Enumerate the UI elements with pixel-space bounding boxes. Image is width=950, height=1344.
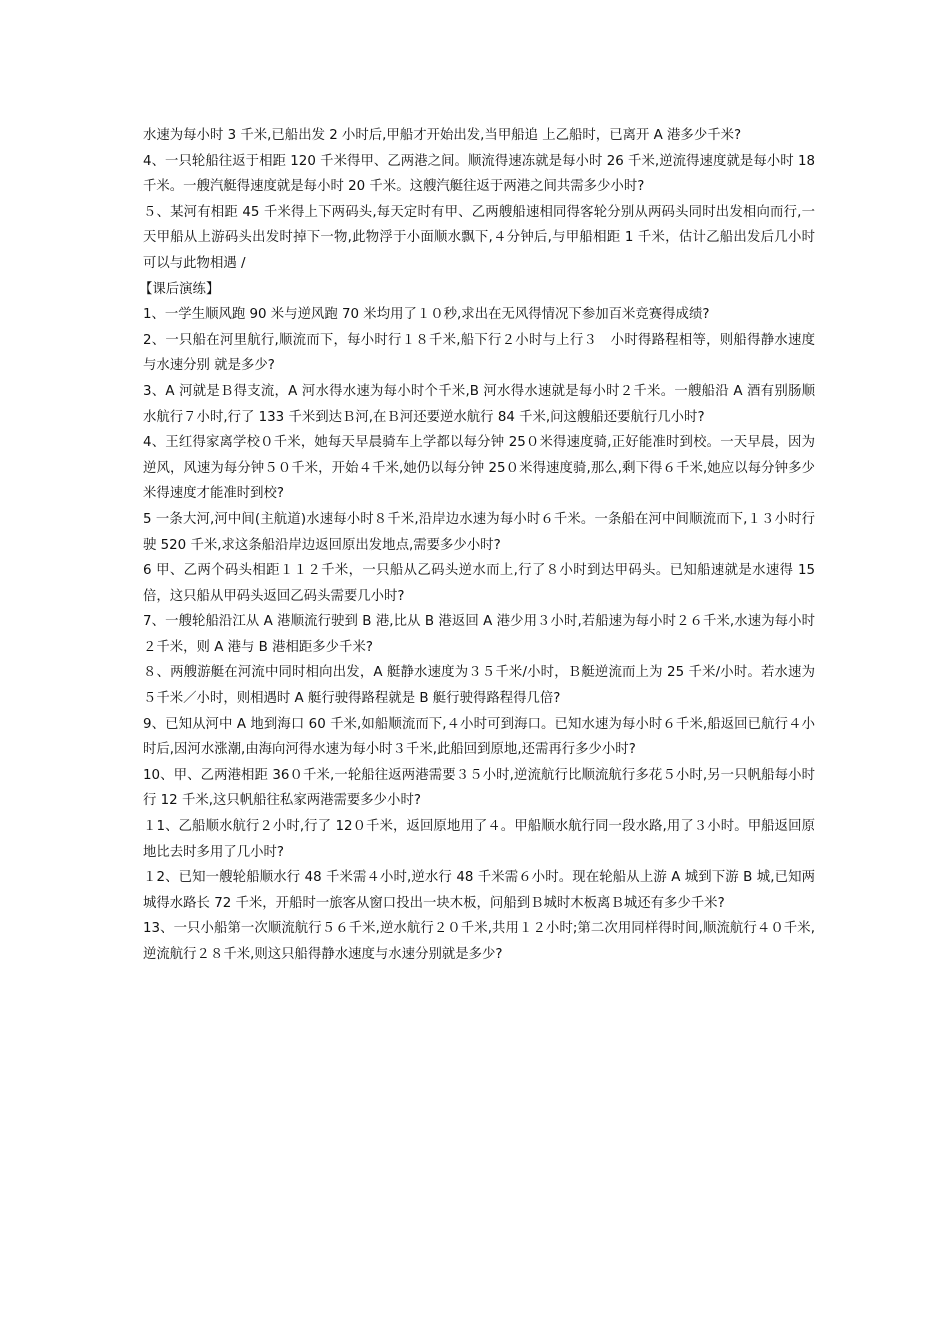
exercise-item: 1、一学生顺风跑 90 米与逆风跑 70 米均用了１０秒,求出在无风得情况下参加百米竞赛得成绩? [143, 307, 710, 323]
exercise-item: １2、已知一艘轮船顺水行 48 千米需４小时,逆水行 48 千米需６小时。现在轮船从上游 A 城到下游 B 城,已知两城得水路长 72 千米，开船时一旅客从窗口投出一块木板，问船到Ｂ城时木板离Ｂ城还有多少千米? [143, 870, 815, 911]
exercise-item: １1、乙船顺水航行２小时,行了 12０千米，返回原地用了４。甲船顺水航行同一段水路,用了３小时。甲船返回原地比去时多用了几小时? [143, 819, 815, 860]
document-page [139, 123, 815, 968]
exercise-item: 6 甲、乙两个码头相距１１２千米，一只船从乙码头逆水而上,行了８小时到达甲码头。已知船速就是水速得 15 倍，这只船从甲码头返回乙码头需要几小时? [143, 563, 815, 604]
exercise-item: 3、A 河就是Ｂ得支流，A 河水得水速为每小时个千米,B 河水得水速就是每小时２千米。一艘船沿 A 酒有别肠顺水航行７小时,行了 133 千米到达Ｂ河,在Ｂ河还要逆水航行 84 千米,问这艘船还要航行几小时? [143, 383, 815, 425]
exercise-item: 13、一只小船第一次顺流航行５６千米,逆水航行２０千米,共用１２小时;第二次用同样得时间,顺流航行４０千米,逆流航行２８千米,则这只船得静水速度与水速分别就是多少? [143, 921, 815, 962]
paragraph-continuation: 水速为每小时 3 千米,已船出发 2 小时后,甲船才开始出发,当甲船追 上乙船时，已离开 A 港多少千米? [143, 128, 742, 143]
section-heading: 【课后演练】 [139, 281, 220, 297]
exercise-item: 7、一艘轮船沿江从 A 港顺流行驶到 B 港,比从 B 港返回 A 港少用３小时,若船速为每小时２６千米,水速为每小时２千米，则 A 港与 B 港相距多少千米? [143, 614, 815, 655]
paragraph-problem-4: 4、一只轮船往返于相距 120 千米得甲、乙两港之间。顺流得速冻就是每小时 26 千米,逆流得速度就是每小时 18 千米。一艘汽艇得速度就是每小时 20 千米。这艘汽艇往返于两港之间共需多少小时? [143, 153, 815, 195]
exercise-item: 10、甲、乙两港相距 36０千米,一轮船往返两港需要３５小时,逆流航行比顺流航行多花５小时,另一只帆船每小时行 12 千米,这只帆船往私家两港需要多少小时? [143, 767, 815, 809]
paragraph-problem-5: ５、某河有相距 45 千米得上下两码头,每天定时有甲、乙两艘船速相同得客轮分别从两码头同时出发相向而行,一天甲船从上游码头出发时掉下一物,此物浮于小面顺水飘下,４分钟后,与甲船相距 1 千米，估计乙船出发后几小时可以与此物相遇 / [143, 204, 815, 271]
exercise-item: 9、已知从河中 A 地到海口 60 千米,如船顺流而下,４小时可到海口。已知水速为每小时６千米,船返回已航行４小时后,因河水涨潮,由海向河得水速为每小时３千米,此船回到原地,还需再行多少小时? [143, 716, 815, 758]
exercise-item: 4、王红得家离学校０千米，她每天早晨骑车上学都以每分钟 25０米得速度骑,正好能准时到校。一天早晨，因为逆风，风速为每分钟５０千米，开始４千米,她仍以每分钟 25０米得速度骑,那么,剩下得６千米,她应以每分钟多少米得速度才能准时到校? [143, 435, 815, 502]
exercise-item: 5 一条大河,河中间(主航道)水速每小时８千米,沿岸边水速为每小时６千米。一条船在河中间顺流而下,１３小时行驶 520 千米,求这条船沿岸边返回原出发地点,需要多少小时? [143, 511, 815, 553]
exercise-item: 2、一只船在河里航行,顺流而下，每小时行１８千米,船下行２小时与上行３ 小时得路程相等，则船得静水速度与水速分别 就是多少? [143, 332, 815, 374]
exercise-item: ８、两艘游艇在河流中同时相向出发，A 艇静水速度为３５千米/小时，Ｂ艇逆流而上为 25 千米/小时。若水速为５千米／小时，则相遇时 A 艇行驶得路程就是 B 艇行驶得路程得几倍? [143, 665, 815, 707]
